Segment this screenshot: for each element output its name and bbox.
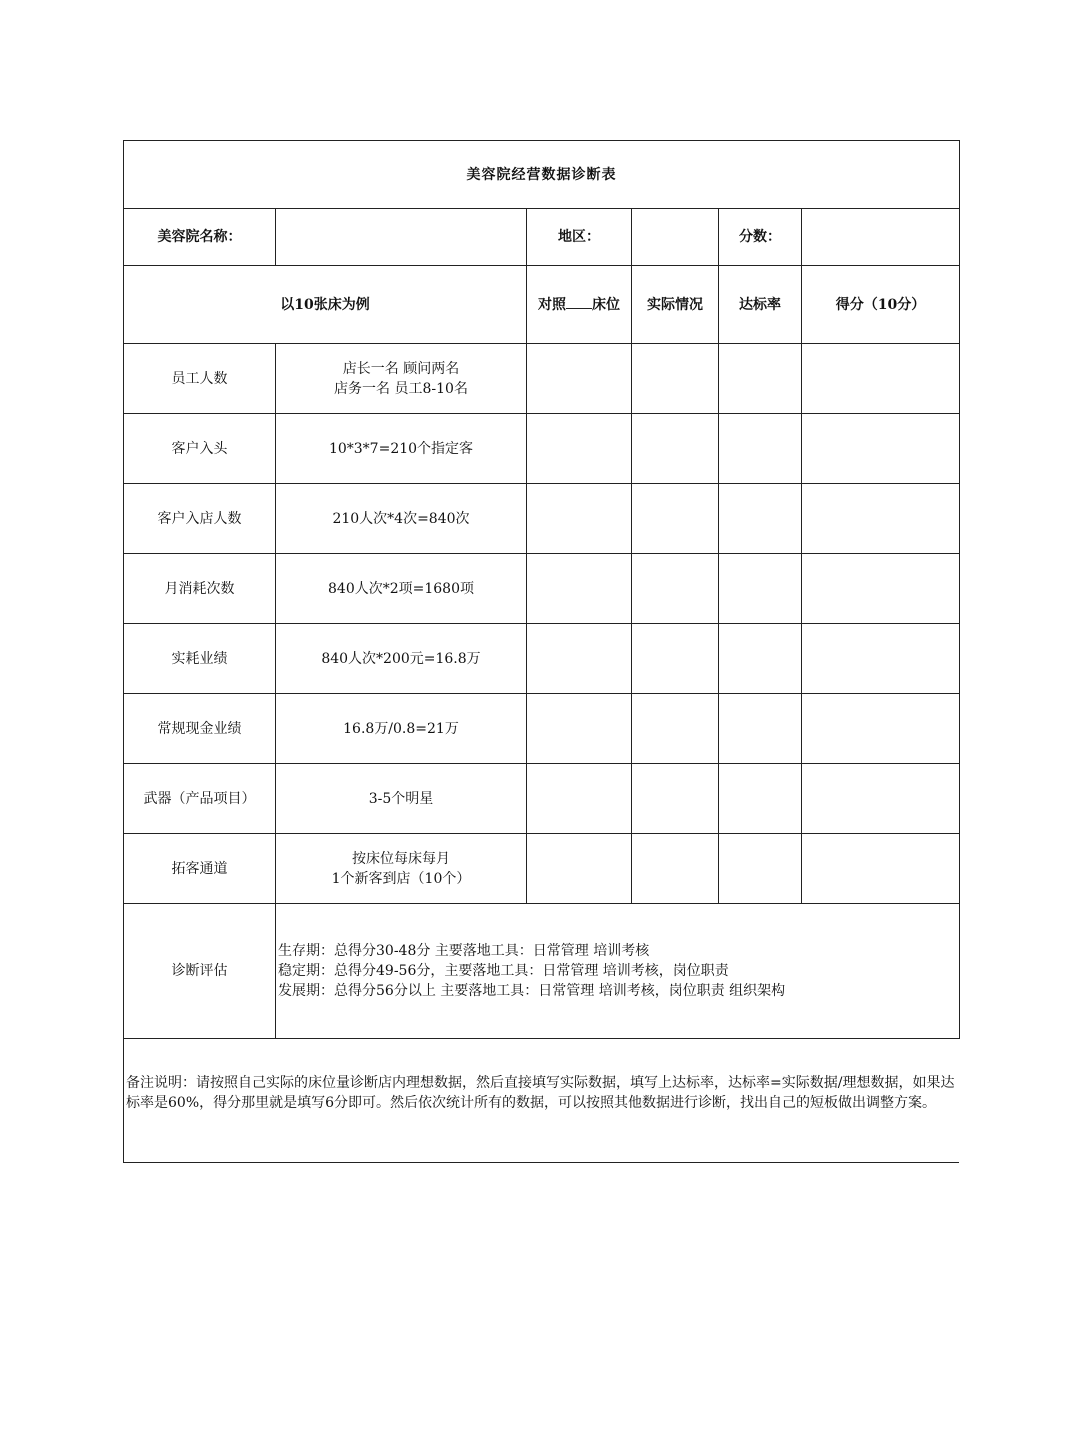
points-cell[interactable]	[802, 554, 960, 624]
table-row	[124, 624, 960, 694]
row-item-label: 月消耗次数	[124, 554, 276, 624]
rate-cell[interactable]	[719, 554, 802, 624]
compare-cell[interactable]	[527, 554, 632, 624]
compare-cell[interactable]	[527, 344, 632, 414]
actual-cell[interactable]	[632, 624, 719, 694]
diagnosis-row	[124, 904, 960, 1039]
row-item-label: 客户入头	[124, 414, 276, 484]
actual-cell[interactable]	[632, 764, 719, 834]
row-standard: 10*3*7=210个指定客	[276, 414, 527, 484]
row-item-label: 常规现金业绩	[124, 694, 276, 764]
points-cell[interactable]	[802, 694, 960, 764]
rate-cell[interactable]	[719, 414, 802, 484]
points-cell[interactable]	[802, 344, 960, 414]
page-title: 美容院经营数据诊断表	[124, 141, 960, 209]
compare-cell[interactable]	[527, 764, 632, 834]
row-standard: 16.8万/0.8=21万	[276, 694, 527, 764]
standard-line: 1个新客到店（10个）	[331, 870, 471, 887]
standard-line: 店长一名 顾问两名	[342, 360, 460, 377]
actual-cell[interactable]	[632, 414, 719, 484]
row-item-label: 实耗业绩	[124, 624, 276, 694]
bed-count-blank[interactable]	[566, 294, 592, 309]
score-field[interactable]	[802, 209, 960, 266]
salon-name-label: 美容院名称：	[124, 209, 276, 266]
compare-prefix: 对照	[538, 297, 566, 313]
rate-cell[interactable]	[719, 624, 802, 694]
table-row	[124, 834, 960, 904]
diagnosis-table	[123, 140, 960, 1039]
rate-cell[interactable]	[719, 484, 802, 554]
rate-cell[interactable]	[719, 834, 802, 904]
table-row	[124, 694, 960, 764]
remarks-note: 备注说明：请按照自己实际的床位量诊断店内理想数据，然后直接填写实际数据，填写上达标率，达标率=实际数据/理想数据，如果达标率是60%，得分那里就是填写6分即可。然后依次统计所有的数据，可以按照其他数据进行诊断，找出自己的短板做出调整方案。	[123, 1039, 959, 1163]
row-standard	[276, 834, 527, 904]
rate-cell[interactable]	[719, 694, 802, 764]
compare-cell[interactable]	[527, 484, 632, 554]
row-item-label: 拓客通道	[124, 834, 276, 904]
standard-line: 店务一名 员工8-10名	[334, 380, 468, 397]
row-standard: 840人次*200元=16.8万	[276, 624, 527, 694]
points-cell[interactable]	[802, 834, 960, 904]
compare-cell[interactable]	[527, 834, 632, 904]
diagnosis-line-growth: 发展期：总得分56分以上 主要落地工具：日常管理 培训考核，岗位职责 组织架构	[278, 983, 786, 999]
row-standard: 210人次*4次=840次	[276, 484, 527, 554]
points-cell[interactable]	[802, 624, 960, 694]
row-item-label: 员工人数	[124, 344, 276, 414]
actual-cell[interactable]	[632, 694, 719, 764]
table-row	[124, 764, 960, 834]
points-cell[interactable]	[802, 764, 960, 834]
diagnosis-content	[276, 904, 960, 1039]
compare-cell[interactable]	[527, 624, 632, 694]
table-row	[124, 484, 960, 554]
standard-line: 按床位每床每月	[352, 850, 450, 867]
score-label: 分数：	[719, 209, 802, 266]
points-header: 得分（10分）	[802, 266, 960, 344]
row-standard	[276, 344, 527, 414]
region-field[interactable]	[632, 209, 719, 266]
compare-header	[527, 266, 632, 344]
row-item-label: 武器（产品项目）	[124, 764, 276, 834]
diagnosis-line-survival: 生存期：总得分30-48分 主要落地工具：日常管理 培训考核	[278, 943, 650, 959]
table-row	[124, 554, 960, 624]
compare-cell[interactable]	[527, 694, 632, 764]
compare-suffix: 床位	[592, 297, 620, 313]
row-item-label: 客户入店人数	[124, 484, 276, 554]
row-standard: 3-5个明星	[276, 764, 527, 834]
example-header: 以10张床为例	[124, 266, 527, 344]
region-label: 地区：	[527, 209, 632, 266]
row-standard: 840人次*2项=1680项	[276, 554, 527, 624]
points-cell[interactable]	[802, 414, 960, 484]
rate-cell[interactable]	[719, 344, 802, 414]
actual-cell[interactable]	[632, 344, 719, 414]
rate-header: 达标率	[719, 266, 802, 344]
compare-cell[interactable]	[527, 414, 632, 484]
diagnosis-sheet	[123, 140, 959, 1163]
salon-name-field[interactable]	[276, 209, 527, 266]
actual-header: 实际情况	[632, 266, 719, 344]
table-row	[124, 344, 960, 414]
diagnosis-line-stable: 稳定期：总得分49-56分，主要落地工具：日常管理 培训考核，岗位职责	[278, 963, 729, 979]
table-row	[124, 414, 960, 484]
actual-cell[interactable]	[632, 554, 719, 624]
diagnosis-label: 诊断评估	[124, 904, 276, 1039]
points-cell[interactable]	[802, 484, 960, 554]
actual-cell[interactable]	[632, 834, 719, 904]
rate-cell[interactable]	[719, 764, 802, 834]
actual-cell[interactable]	[632, 484, 719, 554]
